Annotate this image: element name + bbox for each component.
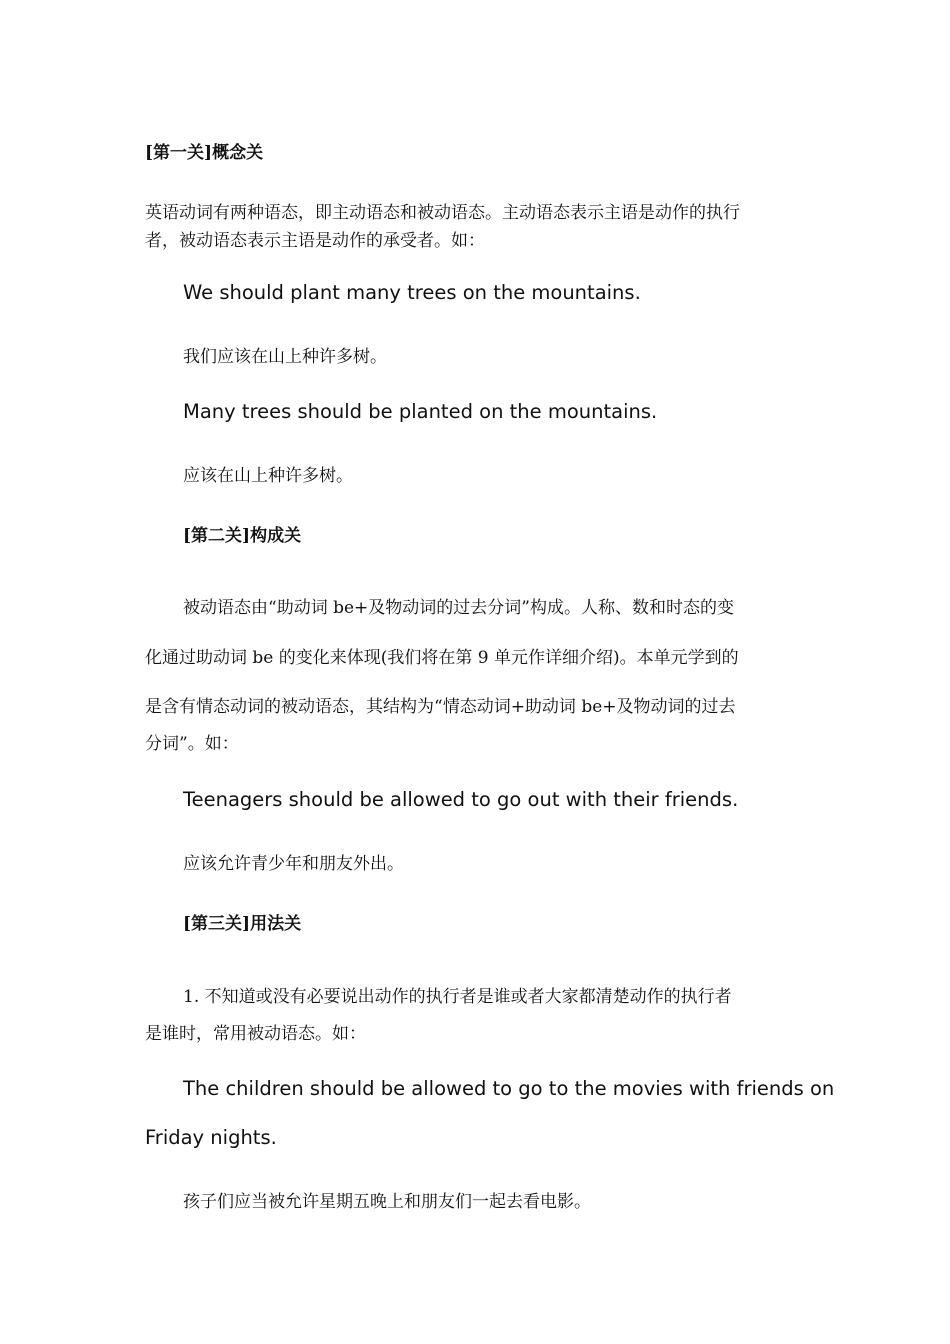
example-2-chinese: 应该在山上种许多树。 [183,466,353,486]
example-1-english: We should plant many trees on the mountains. [183,281,641,304]
paragraph-structure-line-2: 化通过助动词 be 的变化来体现(我们将在第 9 单元作详细介绍)。本单元学到的 [145,648,739,668]
example-3-chinese: 应该允许青少年和朋友外出。 [183,854,404,874]
paragraph-structure-line-3: 是含有情态动词的被动语态，其结构为“情态动词+助动词 be+及物动词的过去 [145,697,736,717]
example-1-chinese: 我们应该在山上种许多树。 [183,347,387,367]
paragraph-concept-line-2: 者，被动语态表示主语是动作的承受者。如： [145,231,485,251]
section-heading-concept: [第一关]概念关 [145,143,264,163]
paragraph-structure-line-4: 分词”。如： [145,734,239,754]
example-4-chinese: 孩子们应当被允许星期五晚上和朋友们一起去看电影。 [183,1192,591,1212]
example-2-english: Many trees should be planted on the mountains. [183,400,658,423]
section-heading-usage: [第三关]用法关 [183,914,302,934]
paragraph-usage-line-2: 是谁时，常用被动语态。如： [145,1024,366,1044]
paragraph-concept-line-1: 英语动词有两种语态，即主动语态和被动语态。主动语态表示主语是动作的执行 [145,203,740,223]
paragraph-usage-line-1: 1. 不知道或没有必要说出动作的执行者是谁或者大家都清楚动作的执行者 [183,987,732,1007]
paragraph-structure-line-1: 被动语态由“助动词 be+及物动词的过去分词”构成。人称、数和时态的变 [183,598,734,618]
example-4-english-line-1: The children should be allowed to go to the movies with friends on [183,1077,835,1100]
section-heading-structure: [第二关]构成关 [183,526,302,546]
example-4-english-line-2: Friday nights. [145,1126,277,1149]
example-3-english: Teenagers should be allowed to go out with their friends. [183,788,739,811]
